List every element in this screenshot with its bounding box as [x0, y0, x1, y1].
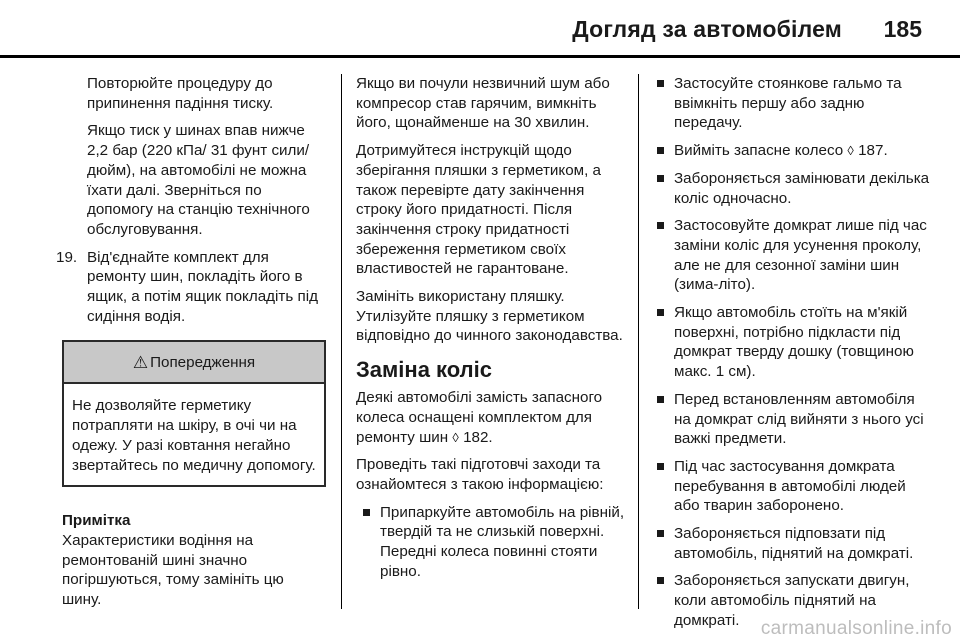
paragraph: Якщо тиск у шинах впав нижче 2,2 бар (220 кПа/ 31 фунт сили/дюйм), на автомобілі не можна їхати далі. Зверніться по допомогу на станцію технічного обслуговування.: [87, 122, 310, 238]
bullet-text: Забороняється запускати двигун, коли автомобіль піднятий на домкраті.: [674, 572, 910, 629]
warning-box: [62, 340, 326, 487]
page-header: [0, 0, 960, 62]
bullet-square-icon: [657, 147, 664, 154]
column-divider-1: [341, 74, 342, 609]
bullet-text: Перед встановленням автомобіля на домкрат слід вийняти з нього усі важкі предмети.: [674, 390, 924, 448]
note-title: Примітка: [62, 512, 131, 530]
bullet-item: Вийміть запасне колесо ◊ 187.: [650, 141, 930, 161]
bullet-item: [356, 503, 628, 582]
step-text: Від'єднайте комплект для ремонту шин, покладіть його в ящик, а потім ящик покладіть під сидіння водія.: [87, 248, 318, 325]
paragraph: Деякі автомобілі замість запасного колеса оснащені комплектом для ремонту шин ◊ 182.: [356, 389, 603, 446]
bullet-item: [650, 216, 930, 295]
step-19: [56, 248, 326, 327]
column-3: [650, 74, 930, 639]
bullet-text: Під час застосування домкрата перебування в автомобілі людей або тварин заборонено.: [674, 457, 906, 515]
bullet-text: Вийміть запасне колесо: [674, 142, 844, 160]
bullet-item: [650, 457, 930, 516]
bullet-square-icon: [657, 175, 664, 182]
bullet-square-icon: [657, 396, 664, 403]
bullet-text: Якщо автомобіль стоїть на м'якій поверхні, потрібно підкласти під домкрат тверду дошку (товщиною макс. 1 см).: [674, 304, 914, 381]
page-number: 185: [883, 16, 922, 42]
bullet-text: Забороняється підповзати під автомобіль, піднятий на домкраті.: [674, 525, 914, 562]
warning-triangle-icon: ⚠: [132, 352, 149, 372]
step-number: 19.: [56, 248, 78, 266]
warning-title: Попередження: [150, 353, 256, 371]
paragraph: Повторюйте процедуру до припинення падіння тиску.: [87, 75, 274, 112]
bullet-square-icon: [657, 530, 664, 537]
column-2: [356, 74, 628, 589]
bullet-text: Припаркуйте автомобіль на рівній, твердій та не слизькій поверхні. Передні колеса повинні стояти рівно.: [380, 503, 625, 580]
page-reference-arrow-icon: ◊: [452, 429, 459, 445]
bullet-square-icon: [657, 463, 664, 470]
page-reference[interactable]: 187: [858, 142, 884, 160]
watermark: carmanualsonline.info: [760, 618, 952, 639]
paragraph-text: Деякі автомобілі замість запасного колеса оснащені комплектом для ремонту шин: [356, 389, 603, 446]
note: [62, 511, 326, 610]
note-text: Характеристики водіння на ремонтованій шині значно погіршуються, тому замініть цю шину.: [62, 531, 284, 609]
bullet-item: [650, 303, 930, 382]
warning-text: Не дозволяйте герметику потрапляти на шкіру, в очі чи на одежу. У разі ковтання негайно звертайтесь по медичну допомогу.: [72, 397, 316, 474]
page-title: Догляд за автомобілем: [572, 16, 842, 42]
page-reference[interactable]: 182: [463, 428, 489, 446]
bullet-square-icon: [657, 309, 664, 316]
column-1: [56, 74, 326, 610]
bullet-square-icon: [657, 222, 664, 229]
bullet-text: Застосовуйте домкрат лише під час заміни коліс для усунення проколу, але не для сезонної заміни шин (зима-літо).: [674, 217, 927, 294]
paragraph: Якщо ви почули незвичний шум або компресор став гарячим, вимкніть його, щонайменше на 30 хвилин.: [356, 75, 610, 132]
bullet-square-icon: [657, 80, 664, 87]
bullet-text: Застосуйте стоянкове гальмо та ввімкніть першу або задню передачу.: [674, 75, 902, 132]
bullet-item: [650, 169, 930, 208]
paragraph: Дотримуйтеся інструкцій щодо зберігання пляшки з герметиком, а також перевірте дату закінчення строку його придатності. Після закінчення строку придатності збереження герметиком своїх властивостей не гарантоване.: [356, 142, 601, 278]
paragraph: Проведіть такі підготовчі заходи та ознайомтеся з такою інформацією:: [356, 456, 604, 493]
bullet-square-icon: [657, 577, 664, 584]
column-divider-2: [638, 74, 639, 609]
bullet-item: [650, 390, 930, 449]
paragraph: Замініть використану пляшку. Утилізуйте пляшку з герметиком відповідно до чинного законодавства.: [356, 288, 623, 345]
page-reference-arrow-icon: ◊: [847, 143, 854, 159]
bullet-square-icon: [363, 509, 370, 516]
section-title: Заміна коліс: [356, 357, 492, 383]
warning-header: [64, 342, 324, 384]
bullet-item: [650, 74, 930, 133]
bullet-text: Забороняється замінювати декілька коліс одночасно.: [674, 169, 930, 207]
bullet-item: [650, 524, 930, 563]
header-rule: [0, 55, 960, 58]
